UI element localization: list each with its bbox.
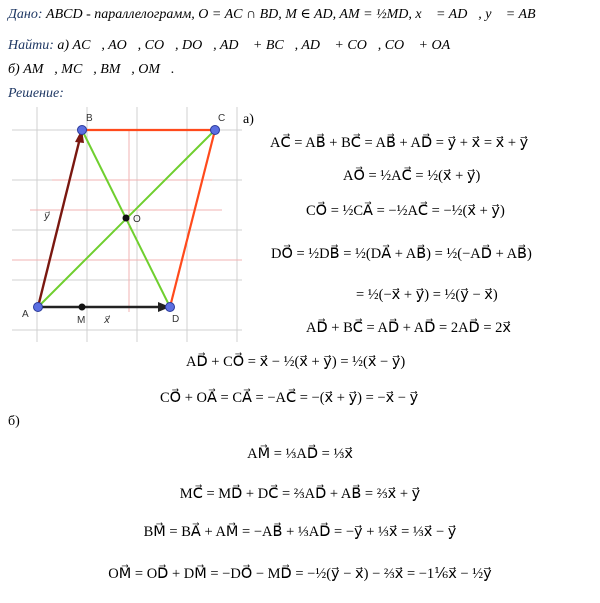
eq-om: OM⃗ = OD⃗ + DM⃗ = −DO⃗ − MD⃗ = −½(y⃗ − x⃗) − ⅔x⃗ = −1⅙x⃗ − ½y⃗ [108,566,492,582]
point-o [123,215,130,222]
eq-co-plus-oa: CO⃗ + OA⃗ = CA⃗ = −AC⃗ = −(x⃗ + y⃗) = −x⃗ − y⃗ [160,390,419,406]
vector-ab [38,138,80,307]
find-line [8,38,461,54]
part-a-label: а) [243,112,254,127]
label-d: D [172,314,180,325]
label-m: M [77,315,86,326]
eq-am: AM⃗ = ⅓AD⃗ = ⅓x⃗ [247,446,353,462]
eq-do-cont: = ½(−x⃗ + y⃗) = ½(y⃗ − x⃗) [356,287,498,303]
label-c: C [218,113,226,124]
find-a-text: а) AC⃗, AO⃗, CO⃗, DO⃗, AD⃗ + BC⃗, AD⃗ + CO⃗, CO⃗ + OA⃗ [57,38,462,53]
point-b [78,126,87,135]
eq-co: CO⃗ = ½CA⃗ = −½AC⃗ = −½(x⃗ + y⃗) [306,203,505,219]
label-b: B [86,113,93,124]
label-vector-x: x⃗ [104,315,110,326]
label-vector-y: y⃗ [44,211,50,222]
find-label: Найти: [8,38,54,53]
vectors [38,129,170,312]
point-a [34,303,43,312]
eq-bm: BM⃗ = BA⃗ + AM⃗ = −AB⃗ + ⅓AD⃗ = −y⃗ + ⅓x⃗ = ⅓x⃗ − y⃗ [143,524,457,540]
given-label: Дано: [8,7,43,22]
given-text: ABCD - параллелограмм, O = AC ∩ BD, M ∈ AD, AM = ½MD, x⃗ = AD⃗, y⃗ = AB⃗ [46,7,547,22]
eq-ad-plus-co: AD⃗ + CO⃗ = x⃗ − ½(x⃗ + y⃗) = ½(x⃗ − y⃗) [186,354,406,370]
eq-do: DO⃗ = ½DB⃗ = ½(DA⃗ + AB⃗) = ½(−AD⃗ + AB⃗) [271,246,532,262]
parallelogram-figure [12,107,242,342]
label-o: O [133,214,141,225]
eq-ac: AC⃗ = AB⃗ + BC⃗ = AB⃗ + AD⃗ = y⃗ + x⃗ = x⃗ + y⃗ [270,135,529,151]
find-b-line: б) AM⃗, MC⃗, BM⃗, OM⃗. [8,62,175,77]
point-d [166,303,175,312]
eq-ao: AO⃗ = ½AC⃗ = ½(x⃗ + y⃗) [343,168,481,184]
part-b-label: б) [8,414,20,429]
solution-label: Решение: [8,86,64,101]
given-line [8,6,546,23]
label-a: A [22,309,29,320]
eq-mc: MC⃗ = MD⃗ + DC⃗ = ⅔AD⃗ + AB⃗ = ⅔x⃗ + y⃗ [179,486,421,502]
point-m [79,304,86,311]
point-c [211,126,220,135]
eq-ad-plus-bc: AD⃗ + BC⃗ = AD⃗ + AD⃗ = 2AD⃗ = 2x⃗ [306,320,511,336]
